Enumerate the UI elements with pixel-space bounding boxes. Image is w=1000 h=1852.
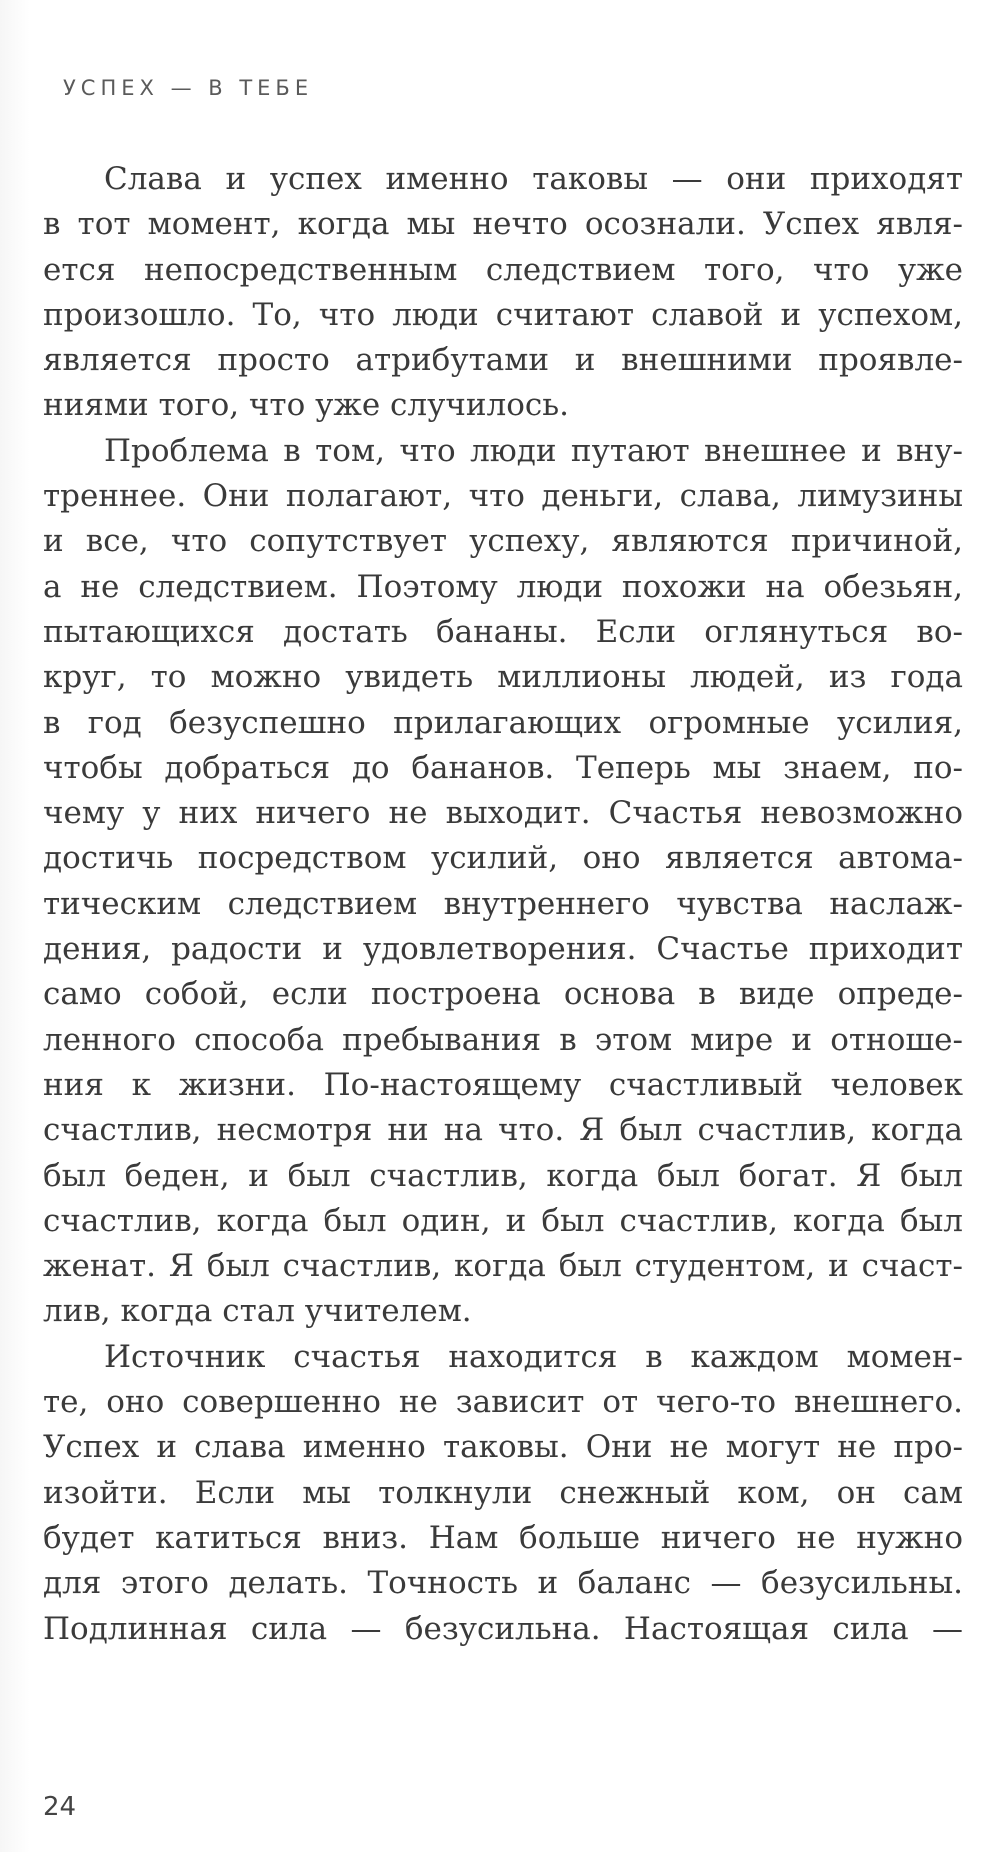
text-line: ния к жизни. По-настоящему счастливый человек bbox=[43, 1066, 963, 1103]
text-line: для этого делать. Точность и баланс — безусильны. bbox=[43, 1565, 963, 1602]
text-line: Подлинная сила — безусильна. Настоящая сила — bbox=[43, 1610, 963, 1647]
text-line: достичь посредством усилий, оно является автома- bbox=[43, 840, 963, 877]
text-line: и все, что сопутствует успеху, являются причиной, bbox=[43, 523, 963, 560]
text-line: в тот момент, когда мы нечто осознали. Успех явля- bbox=[43, 206, 963, 243]
body-text bbox=[43, 157, 963, 1652]
text-line: треннее. Они полагают, что деньги, слава, лимузины bbox=[43, 478, 963, 515]
text-line: тическим следствием внутреннего чувства наслаж- bbox=[43, 885, 963, 922]
text-line: является просто атрибутами и внешними проявле- bbox=[43, 342, 963, 379]
text-line: произошло. То, что люди считают славой и успехом, bbox=[43, 296, 963, 333]
text-line: само собой, если построена основа в виде опреде- bbox=[43, 976, 963, 1013]
page-number: 24 bbox=[43, 1792, 77, 1822]
text-line: лив, когда стал учителем. bbox=[43, 1293, 472, 1330]
text-line: чему у них ничего не выходит. Счастья невозможно bbox=[43, 795, 963, 832]
text-line: будет катиться вниз. Нам больше ничего не нужно bbox=[43, 1519, 963, 1556]
text-line: в год безуспешно прилагающих огромные усилия, bbox=[43, 704, 963, 741]
text-line: те, оно совершенно не зависит от чего-то внешнего. bbox=[43, 1384, 963, 1421]
text-line: был беден, и был счастлив, когда был богат. Я был bbox=[43, 1157, 963, 1194]
text-line: Слава и успех именно таковы — они приходят bbox=[104, 161, 963, 197]
text-line: чтобы добраться до бананов. Теперь мы знаем, по- bbox=[43, 749, 963, 786]
text-line: счастлив, несмотря ни на что. Я был счастлив, когда bbox=[43, 1112, 963, 1149]
text-line: изойти. Если мы толкнули снежный ком, он сам bbox=[43, 1474, 963, 1511]
text-line: круг, то можно увидеть миллионы людей, из года bbox=[43, 659, 963, 696]
text-line: Проблема в том, что люди путают внешнее и вну- bbox=[104, 432, 963, 469]
text-line: счастлив, когда был один, и был счастлив, когда был bbox=[43, 1202, 963, 1239]
text-line: ленного способа пребывания в этом мире и отноше- bbox=[43, 1021, 963, 1058]
text-line: Источник счастья находится в каждом момен- bbox=[104, 1338, 963, 1375]
text-line: а не следствием. Поэтому люди похожи на обезьян, bbox=[43, 568, 963, 605]
running-head: УСПЕХ — В ТЕБЕ bbox=[63, 76, 314, 100]
text-line: Успех и слава именно таковы. Они не могут не про- bbox=[43, 1429, 963, 1466]
text-line: женат. Я был счастлив, когда был студентом, и счаст- bbox=[43, 1248, 963, 1285]
text-line: ниями того, что уже случилось. bbox=[43, 387, 569, 424]
text-line: пытающихся достать бананы. Если оглянуться во- bbox=[43, 613, 963, 650]
text-line: дения, радости и удовлетворения. Счастье приходит bbox=[43, 931, 963, 968]
text-line: ется непосредственным следствием того, что уже bbox=[43, 251, 963, 288]
